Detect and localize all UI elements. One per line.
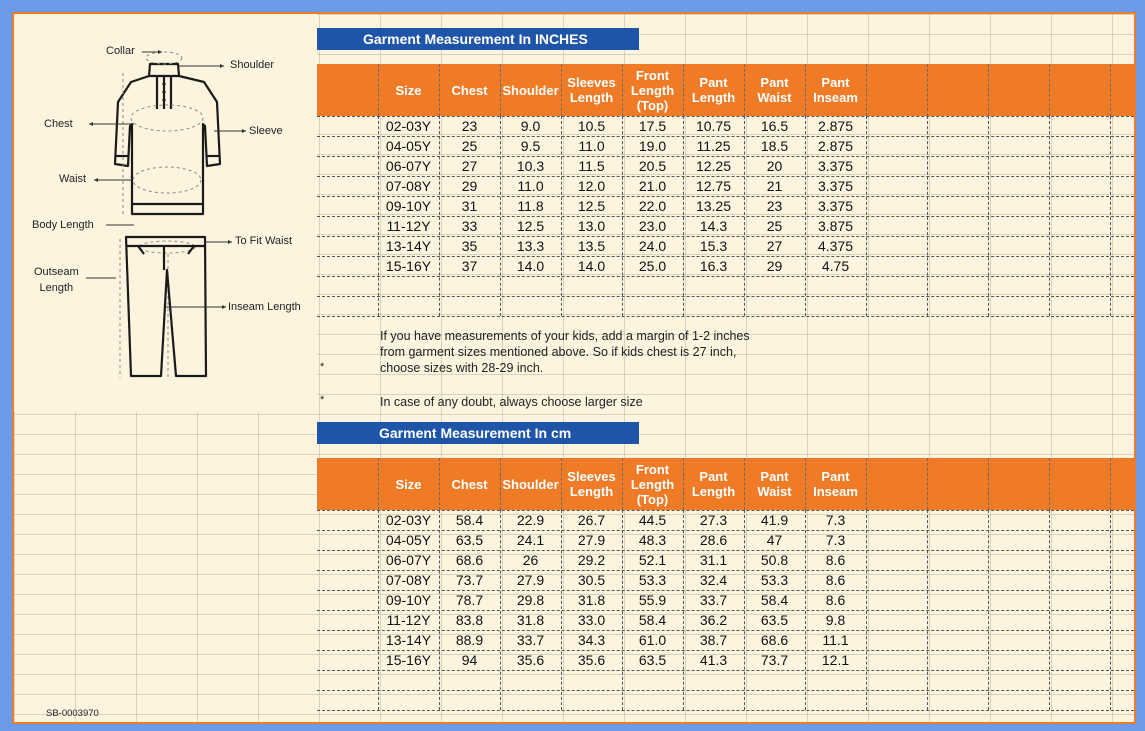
- size-cell: 04-05Y: [385, 138, 432, 154]
- measurement-cell: 8.6: [825, 552, 846, 568]
- grid-line: [1110, 510, 1111, 710]
- grid-line: [805, 116, 806, 316]
- grid-line: [744, 116, 745, 316]
- grid-line: [988, 64, 989, 116]
- measurement-cell: 11.5: [578, 158, 605, 174]
- measurement-cell: 29: [766, 258, 783, 274]
- grid-line: [439, 458, 440, 510]
- measurement-cell: 12.1: [821, 652, 850, 668]
- measurement-cell: 73.7: [455, 572, 484, 588]
- measurement-cell: 4.75: [821, 258, 850, 274]
- measurement-cell: 53.3: [638, 572, 667, 588]
- column-header: Shoulder: [502, 476, 559, 492]
- table-row: [317, 550, 897, 570]
- measurement-cell: 32.4: [699, 572, 728, 588]
- grid-line: [683, 458, 684, 510]
- column-header: Pant Inseam: [813, 75, 858, 105]
- measurement-cell: 68.6: [455, 552, 484, 568]
- grid-line: [622, 510, 623, 710]
- measurement-cell: 11.25: [696, 138, 731, 154]
- grid-line: [805, 510, 806, 710]
- measurement-cell: 41.3: [699, 652, 728, 668]
- column-header: Size: [395, 476, 422, 492]
- measurement-cell: 9.0: [520, 118, 541, 134]
- grid-line: [378, 458, 379, 510]
- measurement-cell: 13.0: [577, 218, 606, 234]
- label-collar: Collar: [106, 45, 135, 57]
- measurement-cell: 24.1: [516, 532, 545, 548]
- grid-line: [744, 64, 745, 116]
- grid-line: [378, 64, 379, 116]
- label-shoulder: Shoulder: [230, 59, 275, 71]
- measurement-cell: 27.9: [577, 532, 606, 548]
- size-cell: 04-05Y: [385, 532, 432, 548]
- measurement-cell: 13.25: [695, 198, 732, 214]
- measurement-cell: 27: [461, 158, 478, 174]
- measurement-cell: 33.0: [577, 612, 606, 628]
- measurement-cell: 8.6: [825, 592, 846, 608]
- measurement-cell: 11.0: [578, 138, 605, 154]
- measurement-cell: 16.3: [699, 258, 728, 274]
- grid-line: [683, 510, 684, 710]
- kurta-drawing: [115, 64, 220, 214]
- measurement-cell: 68.6: [760, 632, 789, 648]
- measurement-cell: 25: [461, 138, 478, 154]
- measurement-cell: 16.5: [760, 118, 789, 134]
- table-row: [317, 530, 897, 550]
- measurement-cell: 35.6: [577, 652, 606, 668]
- measurement-cell: 36.2: [699, 612, 728, 628]
- measurement-cell: 22.9: [516, 512, 545, 528]
- measurement-cell: 52.1: [638, 552, 667, 568]
- measurement-cell: 10.5: [577, 118, 606, 134]
- label-to-fit-waist: To Fit Waist: [235, 235, 293, 247]
- measurement-cell: 3.375: [817, 178, 854, 194]
- measurement-cell: 27.9: [516, 572, 545, 588]
- grid-line: [805, 458, 806, 510]
- measurement-cell: 10.3: [516, 158, 545, 174]
- grid-line: [622, 458, 623, 510]
- measurement-cell: 20: [766, 158, 783, 174]
- measurement-cell: 18.5: [760, 138, 789, 154]
- column-header: Pant Length: [691, 75, 736, 105]
- table-row: [317, 236, 897, 256]
- measurement-cell: 19.0: [638, 138, 667, 154]
- measurement-cell: 34.3: [577, 632, 606, 648]
- measurement-cell: 41.9: [760, 512, 789, 528]
- measurement-cell: 10.75: [695, 118, 732, 134]
- measurement-cell: 9.5: [520, 138, 541, 154]
- measurement-cell: 73.7: [760, 652, 789, 668]
- grid-line: [500, 64, 501, 116]
- grid-line: [439, 64, 440, 116]
- grid-line: [927, 64, 928, 116]
- measurement-cell: 9.8: [825, 612, 846, 628]
- measurement-cell: 12.5: [516, 218, 545, 234]
- measurement-cell: 20.5: [638, 158, 667, 174]
- grid-line: [866, 116, 867, 316]
- column-header: Size: [395, 82, 422, 98]
- garment-illustration: [14, 14, 317, 412]
- column-header: Chest: [451, 82, 488, 98]
- note-margin-advice: If you have measurements of your kids, add a margin of 1-2 inches from garment sizes mentioned above. So if kids chest is 27 inch, choose sizes with 28-29 inch.: [380, 329, 750, 375]
- column-header: Sleeves Length: [567, 469, 616, 499]
- label-inseam-length: Inseam Length: [228, 301, 301, 313]
- measurement-cell: 21: [766, 178, 783, 194]
- measurement-cell: 31: [461, 198, 478, 214]
- grid-line: [988, 116, 989, 316]
- grid-line: [744, 458, 745, 510]
- measurement-cell: 48.3: [638, 532, 667, 548]
- garment-diagram-panel: [14, 14, 317, 412]
- measurement-cell: 63.5: [760, 612, 789, 628]
- measurement-cell: 25: [766, 218, 783, 234]
- cm-table-header: [317, 458, 1134, 510]
- note-bullet: *: [320, 361, 325, 373]
- grid-line: [1049, 458, 1050, 510]
- measurement-cell: 8.6: [825, 572, 846, 588]
- grid-line: [561, 458, 562, 510]
- grid-line: [439, 510, 440, 710]
- grid-line: [866, 510, 867, 710]
- measurement-cell: 7.3: [825, 532, 846, 548]
- grid-line: [1110, 116, 1111, 316]
- table-row: [317, 116, 897, 136]
- column-header: Shoulder: [502, 82, 559, 98]
- size-cell: 06-07Y: [385, 158, 432, 174]
- measurement-cell: 24.0: [638, 238, 667, 254]
- size-cell: 15-16Y: [385, 258, 432, 274]
- measurement-cell: 12.5: [577, 198, 606, 214]
- column-header: Sleeves Length: [567, 75, 616, 105]
- grid-line: [561, 64, 562, 116]
- measurement-cell: 88.9: [455, 632, 484, 648]
- size-cell: 11-12Y: [386, 612, 431, 628]
- grid-line: [805, 64, 806, 116]
- grid-line: [683, 116, 684, 316]
- size-cell: 13-14Y: [385, 238, 432, 254]
- measurement-cell: 94: [461, 652, 478, 668]
- measurement-cell: 17.5: [638, 118, 667, 134]
- measurement-cell: 21.0: [638, 178, 667, 194]
- measurement-cell: 14.0: [577, 258, 606, 274]
- measurement-cell: 47: [766, 532, 783, 548]
- grid-line: [988, 458, 989, 510]
- column-header: Pant Length: [691, 469, 736, 499]
- grid-line: [561, 510, 562, 710]
- size-cell: 15-16Y: [385, 652, 432, 668]
- grid-line: [622, 64, 623, 116]
- label-body-length: Body Length: [32, 219, 94, 231]
- measurement-cell: 23: [461, 118, 478, 134]
- measurement-cell: 26: [522, 552, 539, 568]
- grid-line: [1049, 116, 1050, 316]
- size-cell: 07-08Y: [385, 572, 432, 588]
- grid-line: [866, 64, 867, 116]
- measurement-cell: 35: [461, 238, 478, 254]
- measurement-cell: 78.7: [455, 592, 484, 608]
- measurement-cell: 23: [766, 198, 783, 214]
- measurement-cell: 27: [766, 238, 783, 254]
- note-bullet: *: [320, 394, 325, 406]
- column-header: Pant Waist: [757, 469, 792, 499]
- table-row: [317, 196, 897, 216]
- table-row: [317, 610, 897, 630]
- measurement-cell: 3.375: [817, 158, 854, 174]
- measurement-cell: 26.7: [577, 512, 606, 528]
- measurement-cell: 61.0: [638, 632, 667, 648]
- size-cell: 09-10Y: [385, 198, 432, 214]
- grid-line: [500, 510, 501, 710]
- kurta-buttons: [162, 82, 165, 101]
- measurement-cell: 13.3: [516, 238, 545, 254]
- measurement-cell: 30.5: [577, 572, 606, 588]
- grid-line: [927, 458, 928, 510]
- grid-line: [622, 116, 623, 316]
- measurement-cell: 31.8: [577, 592, 606, 608]
- table-row: [317, 630, 897, 650]
- measurement-cell: 4.375: [817, 238, 854, 254]
- size-cell: 09-10Y: [385, 592, 432, 608]
- measurement-cell: 44.5: [638, 512, 667, 528]
- measurement-cell: 38.7: [699, 632, 728, 648]
- measurement-cell: 23.0: [638, 218, 667, 234]
- table-row: [317, 156, 897, 176]
- grid-line: [439, 116, 440, 316]
- column-header: Front Length (Top): [630, 461, 675, 507]
- measurement-cell: 12.0: [577, 178, 606, 194]
- size-cell: 07-08Y: [385, 178, 432, 194]
- measurement-cell: 28.6: [699, 532, 728, 548]
- table-row: [317, 590, 897, 610]
- measurement-cell: 29.8: [516, 592, 545, 608]
- measurement-cell: 12.25: [695, 158, 732, 174]
- measurement-cell: 55.9: [638, 592, 667, 608]
- measurement-cell: 14.0: [516, 258, 545, 274]
- grid-line: [927, 116, 928, 316]
- measurement-cell: 58.4: [455, 512, 484, 528]
- spreadsheet-sheet: [12, 12, 1136, 724]
- grid-line: [500, 458, 501, 510]
- grid-line: [378, 116, 379, 316]
- measurement-cell: 33.7: [516, 632, 545, 648]
- size-cell: 06-07Y: [385, 552, 432, 568]
- measurement-cell: 25.0: [638, 258, 667, 274]
- measurement-cell: 12.75: [695, 178, 732, 194]
- column-header: Pant Inseam: [813, 469, 858, 499]
- note-larger-size-advice: In case of any doubt, always choose larger size: [380, 395, 643, 409]
- size-cell: 13-14Y: [385, 632, 432, 648]
- measurement-cell: 3.375: [817, 198, 854, 214]
- table-row: [317, 256, 897, 276]
- measurement-cell: 14.3: [699, 218, 728, 234]
- label-arrows: [86, 52, 246, 307]
- measurement-cell: 63.5: [455, 532, 484, 548]
- grid-line: [1049, 64, 1050, 116]
- measurement-cell: 31.1: [699, 552, 728, 568]
- label-chest: Chest: [44, 118, 73, 130]
- measurement-cell: 22.0: [638, 198, 667, 214]
- row-divider: [317, 316, 1134, 317]
- row-divider: [317, 710, 1134, 711]
- table-row: [317, 570, 897, 590]
- grid-line: [988, 510, 989, 710]
- measurement-cell: 35.6: [516, 652, 545, 668]
- measurement-cell: 2.875: [817, 138, 854, 154]
- label-outseam-length: Outseam Length: [34, 266, 79, 294]
- measurement-cell: 29.2: [577, 552, 606, 568]
- measurement-cell: 31.8: [516, 612, 545, 628]
- grid-line: [1110, 64, 1111, 116]
- table-row: [317, 176, 897, 196]
- cm-table-title: Garment Measurement In cm: [317, 422, 639, 444]
- measurement-cell: 29: [461, 178, 478, 194]
- grid-line: [561, 116, 562, 316]
- measurement-cell: 13.5: [577, 238, 606, 254]
- measurement-cell: 11.8: [517, 198, 544, 214]
- label-sleeve: Sleeve: [249, 125, 283, 137]
- column-header: Chest: [451, 476, 488, 492]
- product-code: SB-0003970: [46, 708, 99, 719]
- inches-table-header: [317, 64, 1134, 116]
- grid-line: [500, 116, 501, 316]
- measurement-cell: 37: [461, 258, 478, 274]
- column-header: Pant Waist: [757, 75, 792, 105]
- measurement-cell: 58.4: [760, 592, 789, 608]
- measurement-cell: 83.8: [455, 612, 484, 628]
- measurement-cell: 33: [461, 218, 478, 234]
- measurement-cell: 3.875: [817, 218, 854, 234]
- grid-line: [1110, 458, 1111, 510]
- label-waist: Waist: [59, 173, 87, 185]
- measurement-cell: 27.3: [699, 512, 728, 528]
- measurement-cell: 2.875: [817, 118, 854, 134]
- column-header: Front Length (Top): [630, 67, 675, 113]
- size-cell: 02-03Y: [385, 512, 432, 528]
- grid-line: [866, 458, 867, 510]
- table-row: [317, 216, 897, 236]
- measurement-cell: 53.3: [760, 572, 789, 588]
- size-cell: 11-12Y: [386, 218, 431, 234]
- measurement-cell: 11.0: [517, 178, 544, 194]
- grid-line: [927, 510, 928, 710]
- measurement-cell: 15.3: [699, 238, 728, 254]
- grid-line: [1049, 510, 1050, 710]
- size-cell: 02-03Y: [385, 118, 432, 134]
- grid-line: [744, 510, 745, 710]
- measurement-cell: 7.3: [825, 512, 846, 528]
- table-row: [317, 136, 897, 156]
- measurement-cell: 11.1: [822, 632, 849, 648]
- table-row: [317, 650, 897, 670]
- inches-table-title: Garment Measurement In INCHES: [317, 28, 639, 50]
- grid-line: [683, 64, 684, 116]
- table-row: [317, 510, 897, 530]
- grid-line: [378, 510, 379, 710]
- measurement-cell: 58.4: [638, 612, 667, 628]
- measurement-cell: 33.7: [699, 592, 728, 608]
- measurement-cell: 63.5: [638, 652, 667, 668]
- measurement-cell: 50.8: [760, 552, 789, 568]
